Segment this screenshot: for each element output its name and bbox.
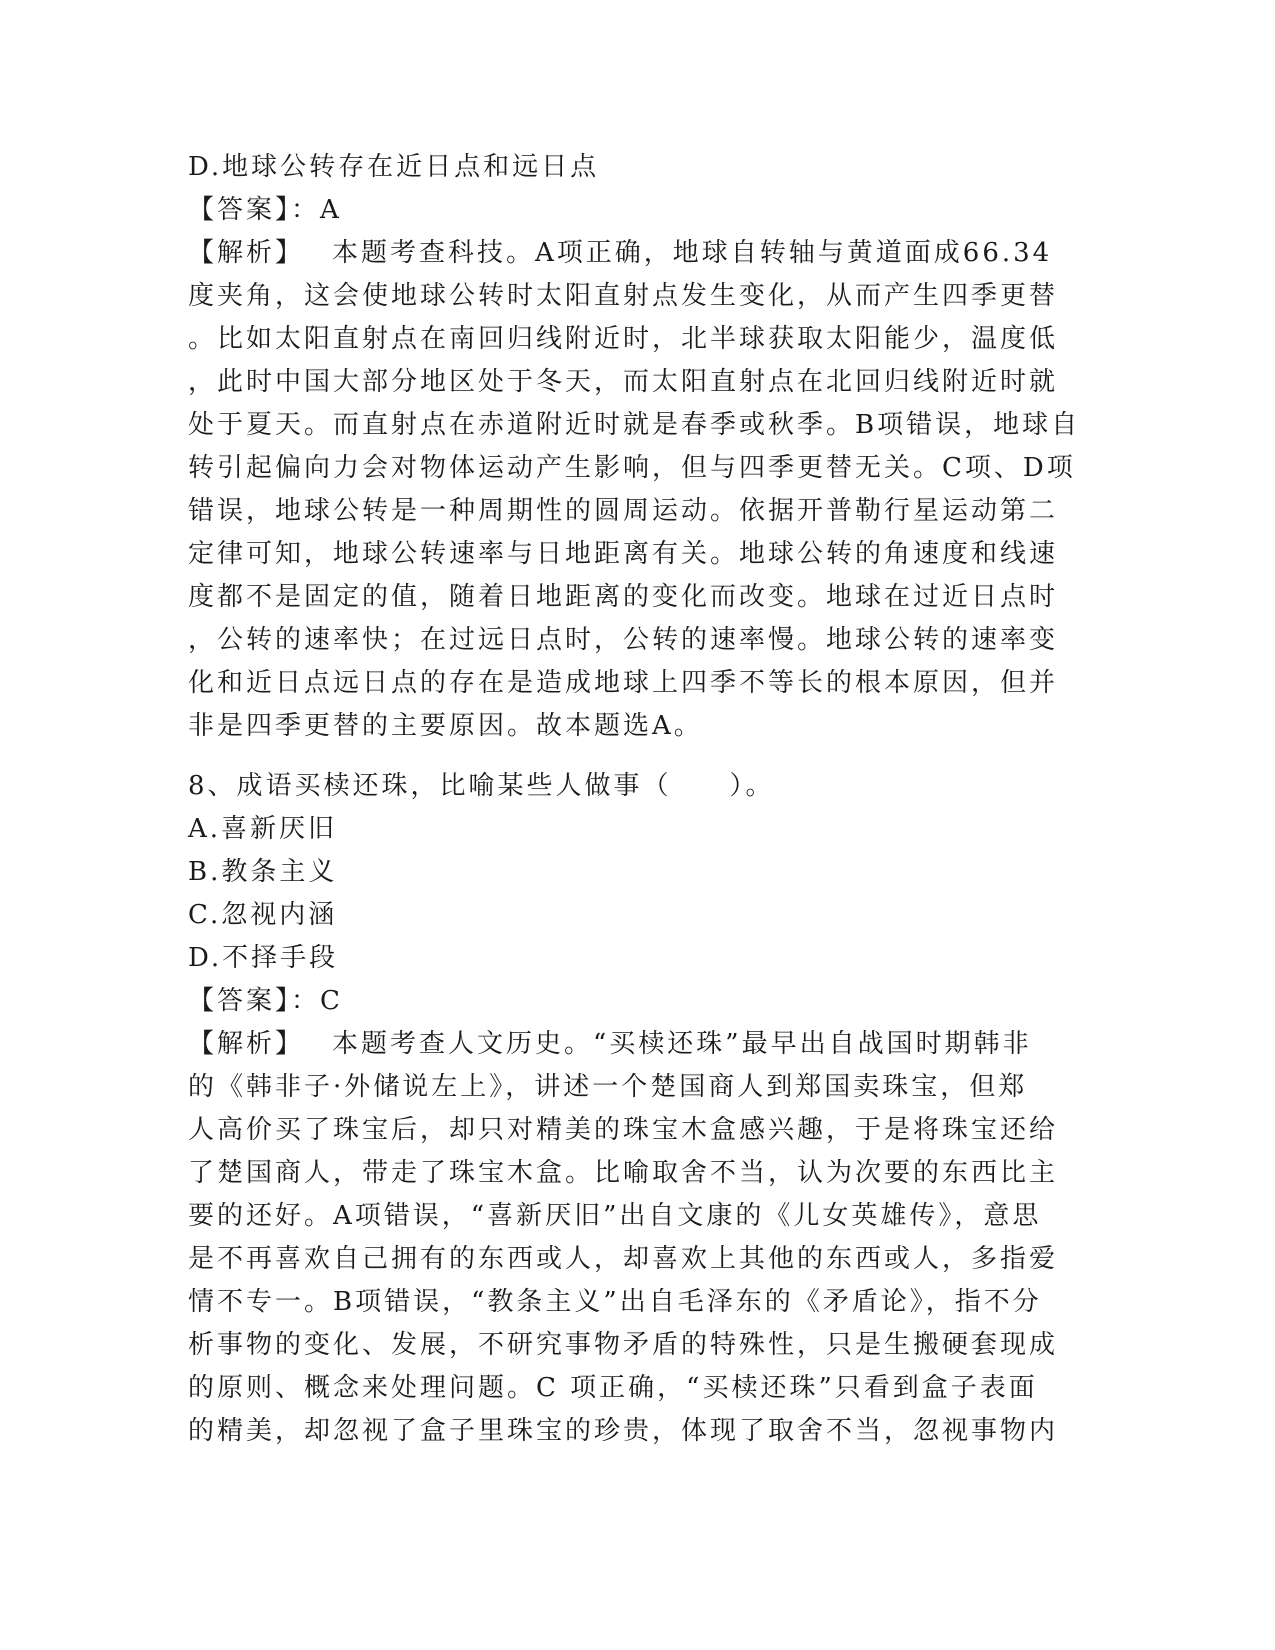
q8-analysis-line: 人高价买了珠宝后，却只对精美的珠宝木盒感兴趣，于是将珠宝还给 — [188, 1115, 1059, 1145]
q7-answer: 【答案】：A — [188, 195, 342, 225]
q8-analysis-line: 情不专一。B项错误，“教条主义”出自毛泽东的《矛盾论》，指不分 — [188, 1287, 1042, 1317]
q8-analysis-line: 的原则、概念来处理问题。C 项正确，“买椟还珠”只看到盒子表面 — [188, 1373, 1038, 1403]
q8-analysis-line: 的《韩非子·外储说左上》，讲述一个楚国商人到郑国卖珠宝，但郑 — [188, 1072, 1028, 1102]
q7-analysis-line: 度夹角，这会使地球公转时太阳直射点发生变化，从而产生四季更替 — [188, 281, 1059, 311]
q7-analysis-line: 错误，地球公转是一种周期性的圆周运动。依据开普勒行星运动第二 — [188, 496, 1059, 526]
q7-analysis-line: 度都不是固定的值，随着日地距离的变化而改变。地球在过近日点时 — [188, 582, 1059, 612]
q7-analysis-first-line — [188, 232, 1088, 275]
q8-option-a: A.喜新厌旧 — [188, 814, 338, 844]
q8-question: 8、成语买椟还珠，比喻某些人做事（ ）。 — [188, 771, 775, 801]
q8-analysis-label: 【解析】 — [188, 1029, 305, 1059]
q8-analysis-line: 要的还好。A项错误，“喜新厌旧”出自文康的《儿女英雄传》，意思 — [188, 1201, 1042, 1231]
q7-analysis-line: 处于夏天。而直射点在赤道附近时就是春季或秋季。B项错误，地球自 — [188, 410, 1081, 440]
section-gap — [188, 748, 1088, 765]
q8-analysis-line: 是不再喜欢自己拥有的东西或人，却喜欢上其他的东西或人，多指爱 — [188, 1244, 1059, 1274]
q7-analysis-line: 。比如太阳直射点在南回归线附近时，北半球获取太阳能少，温度低 — [188, 324, 1059, 354]
q8-option-c: C.忽视内涵 — [188, 900, 338, 930]
q7-analysis-line: ，此时中国大部分地区处于冬天，而太阳直射点在北回归线附近时就 — [188, 367, 1059, 397]
document-body — [188, 146, 1088, 1453]
q7-analysis-label: 【解析】 — [188, 238, 305, 268]
q7-analysis-line: 非是四季更替的主要原因。故本题选A。 — [188, 711, 703, 741]
q7-analysis-line: ，公转的速率快；在过远日点时，公转的速率慢。地球公转的速率变 — [188, 625, 1059, 655]
q8-analysis-line: 本题考查人文历史。“买椟还珠”最早出自战国时期韩非 — [332, 1029, 1032, 1059]
q7-analysis-line: 化和近日点远日点的存在是造成地球上四季不等长的根本原因，但并 — [188, 668, 1059, 698]
q7-analysis-line: 转引起偏向力会对物体运动产生影响，但与四季更替无关。C项、D项 — [188, 453, 1076, 483]
q8-analysis-line: 的精美，却忽视了盒子里珠宝的珍贵，体现了取舍不当，忽视事物内 — [188, 1416, 1059, 1446]
q7-analysis-line: 定律可知，地球公转速率与日地距离有关。地球公转的角速度和线速 — [188, 539, 1059, 569]
q8-analysis-line: 了楚国商人，带走了珠宝木盒。比喻取舍不当，认为次要的东西比主 — [188, 1158, 1059, 1188]
q7-option-d: D.地球公转存在近日点和远日点 — [188, 152, 600, 182]
q8-option-d: D.不择手段 — [188, 943, 339, 973]
q8-answer: 【答案】：C — [188, 986, 343, 1016]
q8-option-b: B.教条主义 — [188, 857, 338, 887]
q8-analysis-line: 析事物的变化、发展，不研究事物矛盾的特殊性，只是生搬硬套现成 — [188, 1330, 1059, 1360]
q8-analysis-first-line — [188, 1023, 1088, 1066]
q7-analysis-line: 本题考查科技。A项正确，地球自转轴与黄道面成66.34 — [332, 238, 1053, 268]
